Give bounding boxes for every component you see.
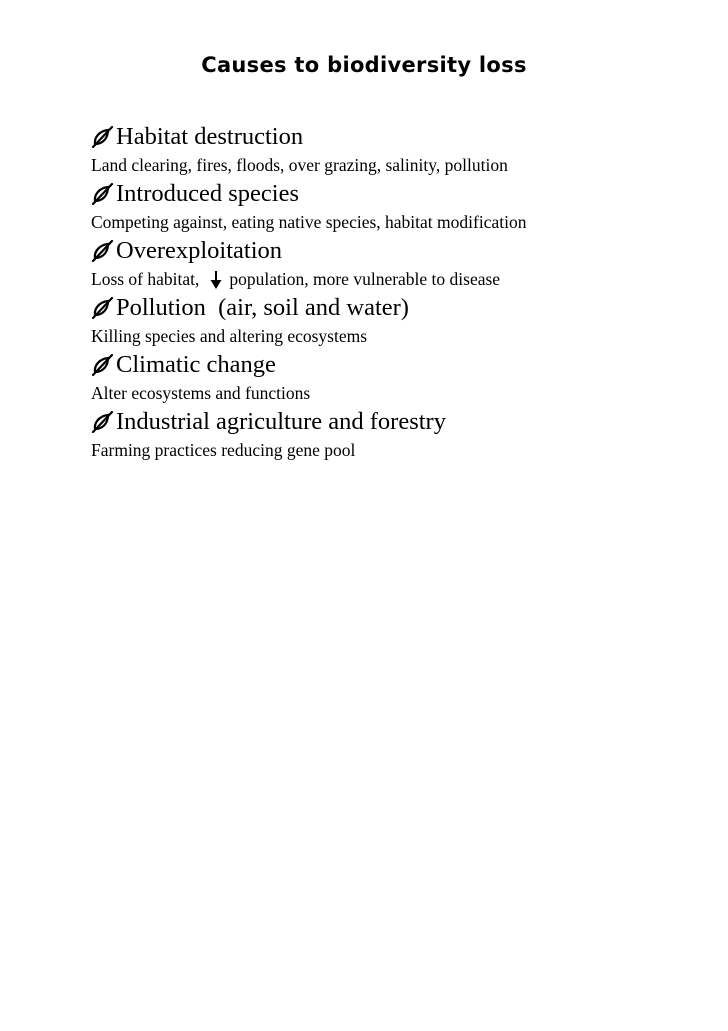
item-description: Competing against, eating native species, habitat modification: [91, 212, 527, 232]
item-description: [91, 266, 711, 293]
crossed-leaf-bullet-icon: [91, 411, 115, 433]
item-heading-text: Climatic change: [116, 351, 276, 378]
item-heading: [91, 350, 711, 380]
list-item: [91, 407, 711, 464]
item-heading-text: Habitat destruction: [116, 123, 304, 150]
item-heading: [91, 236, 711, 266]
list-item: [91, 293, 711, 350]
item-heading: [91, 179, 711, 209]
list-item: [91, 350, 711, 407]
description-after-arrow: population, more vulnerable to disease: [229, 269, 501, 289]
item-heading-text: Industrial agriculture and forestry: [116, 408, 446, 435]
list-item: [91, 179, 711, 236]
item-description: Land clearing, fires, floods, over grazing, salinity, pollution: [91, 155, 508, 175]
item-heading-text: Pollution (air, soil and water): [116, 294, 409, 321]
cause-list: [91, 122, 711, 464]
item-heading: [91, 122, 711, 152]
item-description: Alter ecosystems and functions: [91, 383, 311, 403]
crossed-leaf-bullet-icon: [91, 126, 115, 148]
down-arrow-icon: [209, 270, 223, 290]
crossed-leaf-bullet-icon: [91, 297, 115, 319]
list-item: [91, 236, 711, 293]
list-item: [91, 122, 711, 179]
item-heading: [91, 407, 711, 437]
item-heading: [91, 293, 711, 323]
description-before-arrow: Loss of habitat,: [91, 269, 200, 289]
crossed-leaf-bullet-icon: [91, 240, 115, 262]
crossed-leaf-bullet-icon: [91, 354, 115, 376]
item-description: Farming practices reducing gene pool: [91, 440, 356, 460]
item-heading-text: Overexploitation: [116, 237, 283, 264]
page-title: Causes to biodiversity loss: [201, 53, 527, 77]
item-heading-text: Introduced species: [116, 180, 299, 207]
crossed-leaf-bullet-icon: [91, 183, 115, 205]
item-description: Killing species and altering ecosystems: [91, 326, 368, 346]
